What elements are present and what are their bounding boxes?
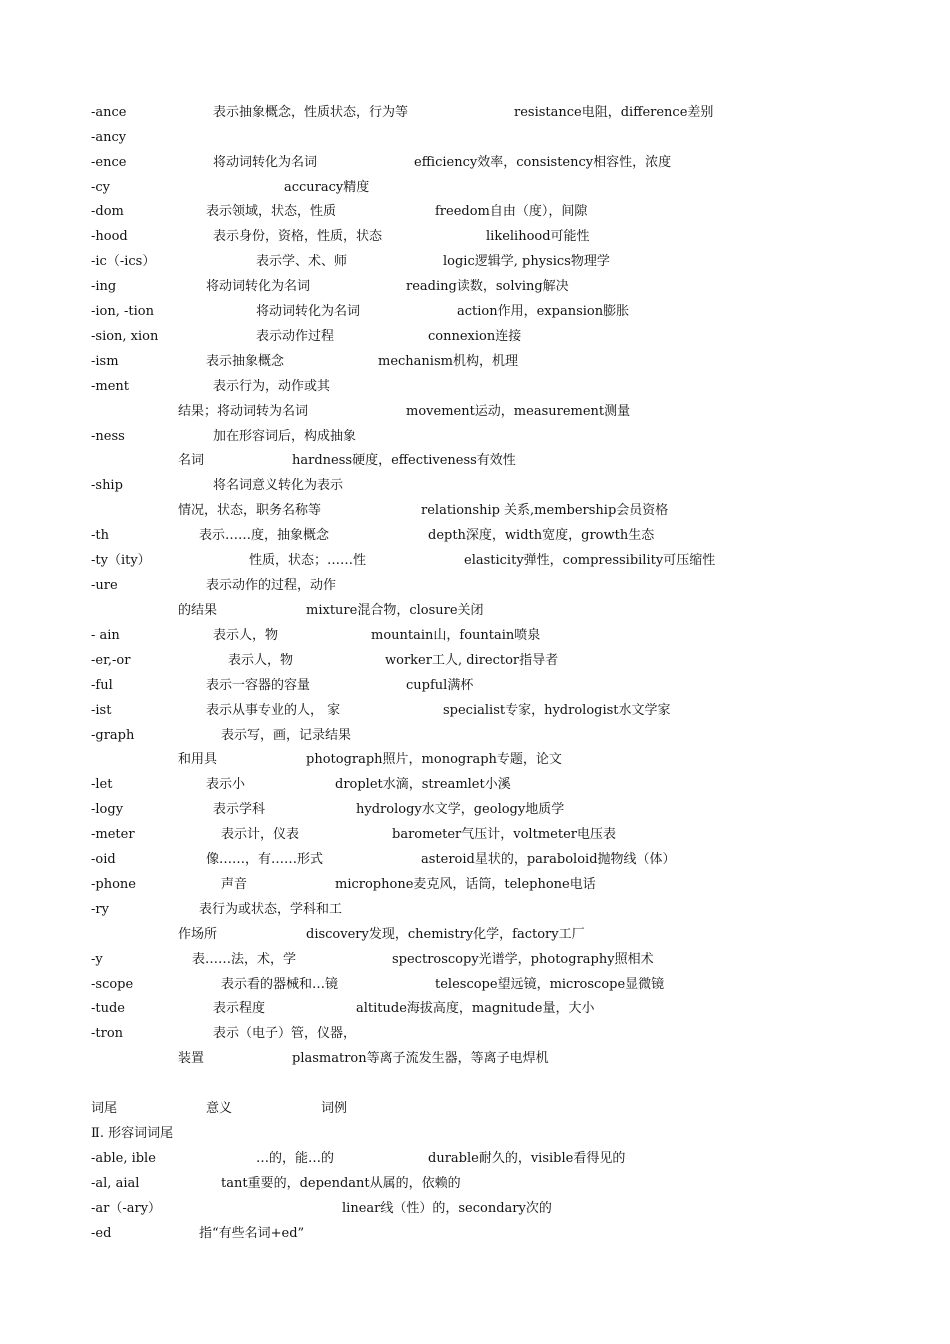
entry-term: 情况，状态，职务名称等 xyxy=(178,503,322,518)
entry-term: -ry xyxy=(91,902,109,917)
entry-term: -ance xyxy=(91,105,127,120)
entry-meaning: 表示抽象概念，性质状态，行为等 xyxy=(213,105,409,120)
entry-line xyxy=(0,377,950,397)
entry-line xyxy=(0,202,950,222)
entry-meaning: …的，能…的 xyxy=(256,1151,335,1166)
entry-meaning: 表示程度 xyxy=(213,1001,266,1016)
entry-line xyxy=(0,153,950,173)
entry-term: -ar（-ary） xyxy=(91,1201,162,1216)
entry-example: hydrology水文学，geology地质学 xyxy=(356,802,565,817)
entry-term: -ness xyxy=(91,429,125,444)
entry-example: 词例 xyxy=(321,1101,348,1116)
entry-term: 作场所 xyxy=(178,927,218,942)
entry-meaning: tant重要的，dependant从属的，依赖的 xyxy=(221,1176,461,1191)
entry-meaning: plasmatron等离子流发生器，等离子电焊机 xyxy=(292,1051,549,1066)
entry-example: mountain山，fountain喷泉 xyxy=(371,628,541,643)
entry-meaning: 将动词转化为名词 xyxy=(256,304,361,319)
entry-example: resistance电阻，difference差别 xyxy=(514,105,714,120)
entry-example: durable耐久的，visible看得见的 xyxy=(428,1151,626,1166)
entry-example: specialist专家，hydrologist水文学家 xyxy=(443,703,671,718)
entry-line xyxy=(0,302,950,322)
entry-example: connexion连接 xyxy=(428,329,522,344)
entry-meaning: 表示学、术、师 xyxy=(256,254,348,269)
entry-term: -ed xyxy=(91,1226,112,1241)
entry-term: -tron xyxy=(91,1026,124,1041)
entry-example: worker工人, director指导者 xyxy=(385,653,559,668)
entry-term: 装置 xyxy=(178,1051,205,1066)
entry-meaning: 表示人，物 xyxy=(228,653,294,668)
entry-line xyxy=(0,975,950,995)
entry-meaning: 表示动作的过程，动作 xyxy=(206,578,337,593)
entry-term: Ⅱ. 形容词词尾 xyxy=(91,1126,174,1141)
entry-meaning: hardness硬度，effectiveness有效性 xyxy=(292,453,516,468)
entry-meaning: 表示计，仪表 xyxy=(221,827,300,842)
entry-meaning: 意义 xyxy=(206,1101,233,1116)
entry-example: likelihood可能性 xyxy=(486,229,590,244)
entry-term: -meter xyxy=(91,827,135,842)
entry-term: -er,-or xyxy=(91,653,131,668)
entry-term: -al, aial xyxy=(91,1176,140,1191)
entry-term: -ful xyxy=(91,678,113,693)
entry-meaning: 表示……度，抽象概念 xyxy=(199,528,330,543)
entry-meaning: 表示小 xyxy=(206,777,246,792)
entry-example: barometer气压计，voltmeter电压表 xyxy=(392,827,616,842)
entry-meaning: linear线（性）的，secondary次的 xyxy=(342,1201,552,1216)
entry-meaning: movement运动，measurement测量 xyxy=(406,404,631,419)
entry-line xyxy=(0,750,950,770)
entry-example: logic逻辑学, physics物理学 xyxy=(443,254,610,269)
entry-example: efficiency效率，consistency相容性，浓度 xyxy=(414,155,672,170)
entry-meaning: accuracy精度 xyxy=(284,180,370,195)
entry-line xyxy=(0,277,950,297)
entry-meaning: discovery发现，chemistry化学，factory工厂 xyxy=(306,927,585,942)
entry-term: -ancy xyxy=(91,130,127,145)
entry-meaning: 表示学科 xyxy=(213,802,266,817)
entry-example: mechanism机构，机理 xyxy=(378,354,518,369)
entry-meaning: 表示身份，资格，性质，状态 xyxy=(213,229,383,244)
entry-term: -let xyxy=(91,777,113,792)
entry-meaning: 加在形容词后，构成抽象 xyxy=(213,429,357,444)
entry-term: -graph xyxy=(91,728,135,743)
entry-line xyxy=(0,1224,950,1244)
entry-example: depth深度，width宽度，growth生态 xyxy=(428,528,655,543)
entry-line xyxy=(0,676,950,696)
entry-term: -scope xyxy=(91,977,134,992)
entry-term: -dom xyxy=(91,204,124,219)
entry-meaning: photograph照片，monograph专题，论文 xyxy=(306,752,562,767)
entry-term: -ism xyxy=(91,354,119,369)
entry-term: -phone xyxy=(91,877,136,892)
entry-line xyxy=(0,476,950,496)
entry-line xyxy=(0,1024,950,1044)
entry-term: 名词 xyxy=(178,453,205,468)
entry-example: action作用，expansion膨胀 xyxy=(457,304,630,319)
entry-example: droplet水滴，streamlet小溪 xyxy=(335,777,511,792)
entry-example: reading读数，solving解决 xyxy=(406,279,569,294)
entry-term: -ty（ity） xyxy=(91,553,151,568)
entry-term: -ship xyxy=(91,478,123,493)
entry-example: elasticity弹性，compressibility可压缩性 xyxy=(464,553,716,568)
entry-example: spectroscopy光谱学，photography照相术 xyxy=(392,952,654,967)
entry-meaning: 表示人，物 xyxy=(213,628,279,643)
entry-line xyxy=(0,601,950,621)
entry-line xyxy=(0,1049,950,1069)
entry-line xyxy=(0,775,950,795)
entry-meaning: 像……，有……形式 xyxy=(206,852,324,867)
entry-term: -ist xyxy=(91,703,112,718)
entry-meaning: mixture混合物，closure关闭 xyxy=(306,603,484,618)
entry-meaning: 表行为或状态，学科和工 xyxy=(199,902,343,917)
entry-line xyxy=(0,576,950,596)
entry-term: -ion, -tion xyxy=(91,304,154,319)
entry-meaning: 将名词意义转化为表示 xyxy=(213,478,344,493)
entry-term: -cy xyxy=(91,180,111,195)
entry-meaning: 表示一容器的容量 xyxy=(206,678,311,693)
entry-term: -ment xyxy=(91,379,130,394)
entry-line xyxy=(0,1124,950,1144)
entry-line xyxy=(0,999,950,1019)
entry-meaning: 将动词转化为名词 xyxy=(213,155,318,170)
entry-line xyxy=(0,701,950,721)
entry-line xyxy=(0,726,950,746)
entry-meaning: 表示抽象概念 xyxy=(206,354,285,369)
entry-example: asteroid星状的，paraboloid抛物线（体） xyxy=(421,852,676,867)
entry-meaning: 表示领域，状态，性质 xyxy=(206,204,337,219)
entry-line xyxy=(0,501,950,521)
entry-line xyxy=(0,875,950,895)
entry-term: -ure xyxy=(91,578,118,593)
entry-line xyxy=(0,526,950,546)
entry-term: -y xyxy=(91,952,103,967)
entry-example: freedom自由（度），间隙 xyxy=(435,204,588,219)
entry-term: -logy xyxy=(91,802,124,817)
entry-line xyxy=(0,651,950,671)
entry-term: 的结果 xyxy=(178,603,218,618)
entry-line xyxy=(0,626,950,646)
entry-term: -th xyxy=(91,528,109,543)
entry-meaning: 性质，状态；……性 xyxy=(249,553,367,568)
entry-term: -sion, xion xyxy=(91,329,159,344)
entry-line xyxy=(0,925,950,945)
entry-meaning: 指“有些名词+ed” xyxy=(199,1226,305,1241)
entry-meaning: 表……法，术，学 xyxy=(192,952,297,967)
entry-example: microphone麦克风，话筒，telephone电话 xyxy=(335,877,596,892)
entry-meaning: 表示看的器械和…镜 xyxy=(221,977,339,992)
entry-term: -ic（-ics） xyxy=(91,254,156,269)
entry-line xyxy=(0,950,950,970)
entry-line xyxy=(0,352,950,372)
entry-example: cupful满杯 xyxy=(406,678,474,693)
entry-line xyxy=(0,227,950,247)
entry-line xyxy=(0,178,950,198)
entry-line xyxy=(0,402,950,422)
entry-line xyxy=(0,1199,950,1219)
entry-meaning: 声音 xyxy=(221,877,248,892)
entry-term: -tude xyxy=(91,1001,126,1016)
entry-line xyxy=(0,1174,950,1194)
entry-term: -ing xyxy=(91,279,117,294)
entry-meaning: 表示动作过程 xyxy=(256,329,335,344)
entry-meaning: relationship 关系,membership会员资格 xyxy=(421,503,669,518)
entry-line xyxy=(0,327,950,347)
entry-line xyxy=(0,128,950,148)
entry-term: 结果；将动词转为名词 xyxy=(178,404,309,419)
entry-line xyxy=(0,800,950,820)
entry-line xyxy=(0,1099,950,1119)
entry-term: - ain xyxy=(91,628,120,643)
entry-line xyxy=(0,1149,950,1169)
entry-term: -oid xyxy=(91,852,116,867)
entry-term: 和用具 xyxy=(178,752,218,767)
entry-meaning: 表示写，画，记录结果 xyxy=(221,728,352,743)
entry-line xyxy=(0,850,950,870)
entry-term: 词尾 xyxy=(91,1101,118,1116)
entry-meaning: 表示（电子）管，仪器， xyxy=(213,1026,357,1041)
entry-meaning: 表示从事专业的人， 家 xyxy=(206,703,341,718)
entry-term: -hood xyxy=(91,229,128,244)
entry-term: -ence xyxy=(91,155,127,170)
entry-line xyxy=(0,451,950,471)
entry-line xyxy=(0,551,950,571)
entry-example: altitude海拔高度，magnitude量，大小 xyxy=(356,1001,595,1016)
entry-line xyxy=(0,900,950,920)
entry-line xyxy=(0,427,950,447)
entry-line xyxy=(0,825,950,845)
entry-meaning: 将动词转化为名词 xyxy=(206,279,311,294)
entry-line xyxy=(0,103,950,123)
entry-line xyxy=(0,252,950,272)
entry-term: -able, ible xyxy=(91,1151,156,1166)
entry-meaning: 表示行为，动作或其 xyxy=(213,379,331,394)
entry-example: telescope望远镜，microscope显微镜 xyxy=(435,977,665,992)
